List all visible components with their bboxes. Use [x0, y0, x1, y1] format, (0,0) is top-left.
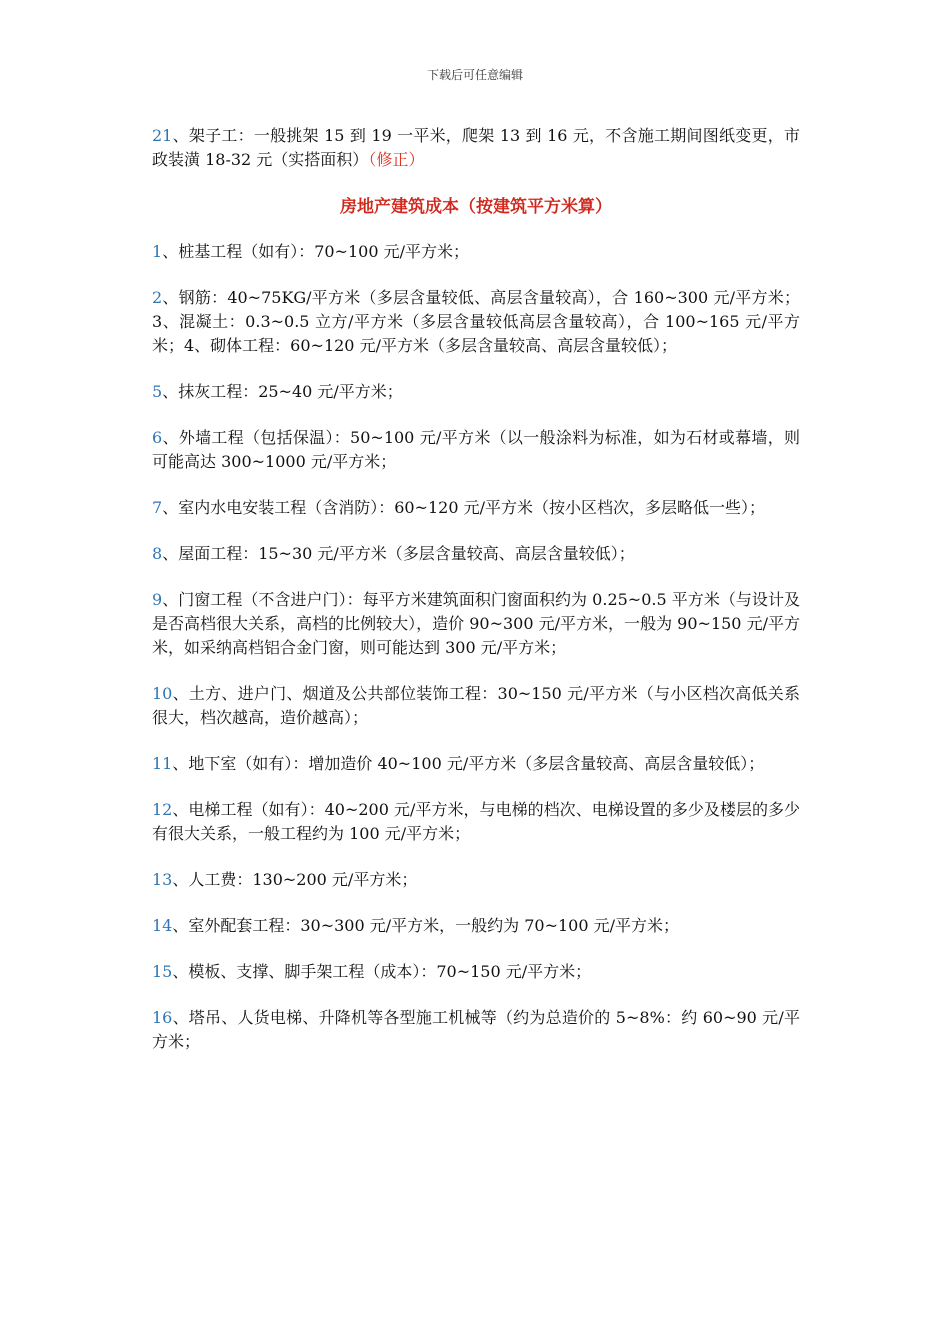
item-number: 12 [152, 800, 173, 819]
intro-paragraph [152, 124, 800, 172]
item-number: 9 [152, 590, 163, 609]
list-item [152, 542, 800, 566]
item-number: 14 [152, 916, 173, 935]
item-text: 、桩基工程（如有）：70~100 元/平方米； [162, 242, 469, 261]
item-text: 、外墙工程（包括保温）：50~100 元/平方米（以一般涂料为标准，如为石材或幕墙，则可能高达 300~1000 元/平方米； [152, 428, 800, 471]
page-header: 下载后可任意编辑 [426, 68, 523, 82]
list-item [152, 798, 800, 846]
list-item [152, 960, 800, 984]
item-number: 16 [152, 1008, 173, 1027]
list-item [152, 240, 800, 264]
list-item [152, 496, 800, 520]
item-number: 2 [152, 288, 163, 307]
item-number: 11 [152, 754, 173, 773]
list-item [152, 868, 800, 892]
item-number: 10 [152, 684, 173, 703]
item-text: 、屋面工程：15~30 元/平方米（多层含量较高、高层含量较低）； [162, 544, 635, 563]
list-item [152, 1006, 800, 1054]
item-number: 6 [152, 428, 163, 447]
item-text: 、钢筋：40~75KG/平方米（多层含量较低、高层含量较高），合 160~300 元/平方米；3、混凝土：0.3~0.5 立方/平方米（多层含量较低高层含量较高），合 100~165 元/平方米；4、砌体工程：60~120 元/平方米（多层含量较高、高层含量较低）； [152, 288, 800, 355]
section-title: 房地产建筑成本（按建筑平方米算） [340, 197, 612, 217]
list-item [152, 682, 800, 730]
list-item [152, 588, 800, 660]
item-number: 13 [152, 870, 173, 889]
item-text: 、架子工：一般挑架 15 到 19 一平米，爬架 13 到 16 元，不含施工期间图纸变更，市政装潢 18-32 元（实搭面积） [152, 126, 800, 169]
list-item [152, 426, 800, 474]
item-text: 、地下室（如有）：增加造价 40~100 元/平方米（多层含量较高、高层含量较低）； [172, 754, 765, 773]
item-text: 、塔吊、人货电梯、升降机等各型施工机械等（约为总造价的 5~8%：约 60~90 元/平方米； [152, 1008, 800, 1051]
item-text: 、抹灰工程：25~40 元/平方米； [162, 382, 403, 401]
item-text: 、土方、进户门、烟道及公共部位装饰工程：30~150 元/平方米（与小区档次高低关系很大，档次越高，造价越高）； [152, 684, 800, 727]
item-text: 、室外配套工程：30~300 元/平方米，一般约为 70~100 元/平方米； [172, 916, 680, 935]
item-number: 7 [152, 498, 163, 517]
item-number: 8 [152, 544, 163, 563]
item-text: 、人工费：130~200 元/平方米； [172, 870, 418, 889]
list-item [152, 286, 800, 358]
item-text: 、电梯工程（如有）：40~200 元/平方米，与电梯的档次、电梯设置的多少及楼层的多少有很大关系，一般工程约为 100 元/平方米； [152, 800, 800, 843]
correction-note: （修正） [368, 150, 425, 169]
item-number: 1 [152, 242, 163, 261]
item-number: 21 [152, 126, 173, 145]
list-item [152, 752, 800, 776]
item-text: 、模板、支撑、脚手架工程（成本）：70~150 元/平方米； [172, 962, 592, 981]
item-number: 15 [152, 962, 173, 981]
item-text: 、室内水电安装工程（含消防）：60~120 元/平方米（按小区档次，多层略低一些）； [162, 498, 765, 517]
item-number: 5 [152, 382, 163, 401]
list-item [152, 380, 800, 404]
item-text: 、门窗工程（不含进户门）：每平方米建筑面积门窗面积约为 0.25~0.5 平方米（与设计及是否高档很大关系，高档的比例较大），造价 90~300 元/平方米，一般为 90~150 元/平方米，如采纳高档铝合金门窗，则可能达到 300 元/平方米； [152, 590, 800, 657]
list-item [152, 914, 800, 938]
document-body [152, 124, 800, 1076]
